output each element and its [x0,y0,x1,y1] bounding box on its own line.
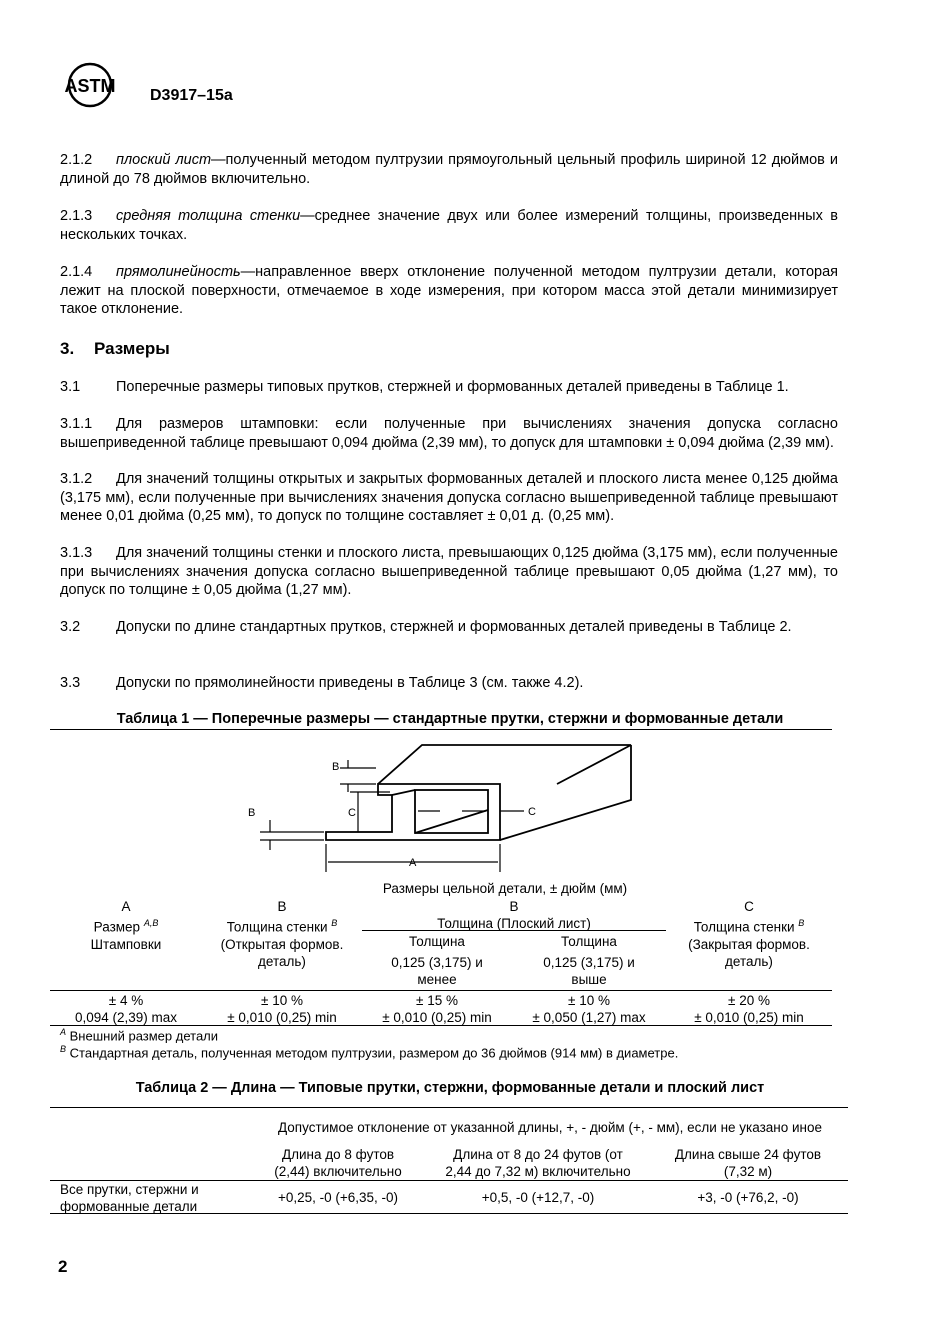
paragraph-3-1 [60,378,838,397]
sub-title: Толщина [561,934,617,949]
table2-cell: +0,5, -0 (+12,7, -0) [481,1190,595,1205]
term: прямолинейность [116,264,241,280]
paragraph-text: Допуски по прямолинейности приведены в Таблице 3 (см. также 4.2). [116,675,584,691]
table2-caption: Таблица 2 — Длина — Типовые прутки, стержни, формованные детали и плоский лист [135,1080,765,1096]
table1-top-rule [50,729,832,730]
definition: —направленное вверх отклонение полученной методом пултрузии детали, которая лежит на плоской поверхности, отмечаемое в ходе измерения, при котором масса этой детали минимизирует такое отклонение. [60,264,838,317]
top-face-outline [378,745,631,784]
label-a: A [409,857,417,869]
table2-bottom-rule [50,1213,848,1214]
col-title: Размер [93,919,141,935]
label-b-left: B [248,807,256,819]
row-label: Все прутки, стержни и [60,1182,199,1197]
paragraph-number: 3.1 [60,379,81,395]
footnote-mark: B [60,1044,67,1054]
paragraph-number: 3.3 [60,675,81,691]
footnote-ref: B [331,918,338,928]
paragraph-text: Для размеров штамповки: если полученные при вычислениях значения допуска согласно вышеприведенной таблице превышают 0,094 дюйма (2,39 мм), то допуск для штамповки ± 0,094 дюйма (2,39 мм). [60,416,838,451]
paragraph-2-1-4 [60,263,838,319]
term: средняя толщина стенки [116,208,301,224]
col-title: Длина от 8 до 24 футов (от [453,1147,623,1162]
profile-figure [240,740,660,875]
paragraph-number: 2.1.2 [60,152,93,168]
table1-col-c-header [668,898,830,970]
col-title: Длина до 8 футов [281,1147,395,1162]
footnote-ref: B [798,918,805,928]
paragraph-3-1-3 [60,544,838,600]
footnote-ref: A,B [143,918,159,928]
cell-pct: ± 15 % [416,993,458,1008]
table1-cell [668,992,830,1026]
paragraph-number: 2.1.3 [60,208,93,224]
sub-range: 0,125 (3,175) и [543,955,635,970]
cell-limit: ± 0,010 (0,25) min [382,1010,492,1025]
table2-cell: +3, -0 (+76,2, -0) [697,1190,799,1205]
paragraph-text: Допуски по длине стандартных прутков, стержней и формованных деталей приведены в Таблице 2. [116,619,792,635]
table1-footnote-a [60,1027,218,1043]
cell-pct: ± 10 % [568,993,610,1008]
table1-subheader-rule [362,930,666,931]
sub-title: Толщина [409,934,465,949]
paragraph-2-1-2 [60,151,838,188]
table2-col-header [428,1146,648,1180]
paragraph-text: Поперечные размеры типовых прутков, стержней и формованных деталей приведены в Таблице 1. [116,379,789,395]
paragraph-number: 2.1.4 [60,264,93,280]
paragraph-number: 3.1.3 [60,545,93,561]
astm-logo [58,62,122,108]
paragraph-number: 3.2 [60,619,81,635]
col-title: Толщина (Плоский лист) [437,916,591,931]
section-title: Размеры [94,339,170,358]
cell-limit: ± 0,010 (0,25) min [694,1010,804,1025]
table1-cell [362,992,512,1026]
paragraph-3-3 [60,674,838,693]
col-letter: A [121,899,131,914]
table2-row-label [60,1181,250,1215]
col-subtitle: Штамповки [90,936,162,952]
table1-bottom-rule [50,1025,832,1026]
sub-range: выше [571,972,607,987]
table1-caption: Таблица 1 — Поперечные размеры — стандартные прутки, стержни и формованные детали [116,711,784,727]
table2-col-header [655,1146,841,1180]
logo-text: ASTM [64,76,116,96]
paragraph-3-2 [60,618,838,637]
sub-range: 0,125 (3,175) и [391,955,483,970]
footnote-mark: A [60,1027,67,1037]
inner-diagonal [415,810,488,833]
table1-col-a-header [55,898,197,953]
col-letter: C [744,899,754,914]
table1-col-b1-header [200,898,364,970]
col-letter: B [277,899,287,914]
table1-cell [55,992,197,1026]
table2-top-rule [50,1107,848,1108]
col-title: Длина свыше 24 футов [674,1147,822,1162]
paragraph-text: Для значений толщины стенки и плоского листа, превышающих 0,125 дюйма (3,175 мм), если полученные при вычислениях значения допуска согласно вышеприведенной таблице превышают 0,05 дюйма (1,27 мм), то допуск по толщине ± 0,05 дюйма (1,27 мм). [60,545,838,598]
col-title: Толщина стенки [226,919,328,935]
table1-col-b2-sub2 [514,933,664,988]
dimension-c-left-lines [350,792,390,832]
table2-span-header: Допустимое отклонение от указанной длины, +, - дюйм (+, - мм), если не указано иное [277,1120,823,1135]
footnote-text: Внешний размер детали [69,1028,219,1044]
paragraph-number: 3.1.1 [60,416,93,432]
table2-cell: +0,25, -0 (+6,35, -0) [277,1190,399,1205]
table1-span-header: Размеры цельной детали, ± дюйм (мм) [382,881,628,896]
table1-cell [200,992,364,1026]
term: плоский лист [116,152,212,168]
section-heading [60,339,170,359]
col-title: Толщина стенки [693,919,795,935]
col-letter: B [509,899,519,914]
step-line [392,790,415,795]
col-title: 2,44 до 7,32 м) включительно [445,1164,631,1179]
col-subtitle: (Закрытая формов. [688,936,810,952]
col-subtitle: деталь) [725,953,773,969]
cell-pct: ± 4 % [108,993,144,1008]
right-face-outline [500,745,631,840]
label-c-right: C [528,806,536,818]
table1-header-rule [50,990,832,991]
paragraph-number: 3.1.2 [60,471,93,487]
table1-footnote-b [60,1044,678,1060]
footnote-text: Стандартная деталь, полученная методом пултрузии, размером до 36 дюймов (914 мм) в диаметре. [69,1045,679,1061]
label-b-top: B [332,761,340,773]
dimension-b-left-lines [260,820,324,850]
cell-limit: ± 0,050 (1,27) max [532,1010,646,1025]
cell-pct: ± 10 % [261,993,303,1008]
table1-col-b2-sub1 [362,933,512,988]
cell-pct: ± 20 % [728,993,770,1008]
row-label: формованные детали [60,1199,198,1214]
col-title: (7,32 м) [723,1164,773,1179]
sub-range: менее [417,972,457,987]
cell-limit: ± 0,010 (0,25) min [227,1010,337,1025]
table1-cell [514,992,664,1026]
col-subtitle: (Открытая формов. [220,936,344,952]
col-title: (2,44) включительно [274,1164,402,1179]
paragraph-2-1-3 [60,207,838,244]
definition: —среднее значение двух или более измерений толщины, произведенных в нескольких точках. [60,208,838,243]
label-c-left: C [348,807,356,819]
definition: —полученный методом пултрузии прямоугольный цельный профиль шириной 12 дюймов и длиной до 78 дюймов включительно. [60,152,838,187]
col-subtitle: деталь) [258,953,306,969]
table2-col-header [255,1146,421,1180]
page-number: 2 [58,1257,68,1276]
document-id: D3917–15a [150,87,233,104]
section-number: 3. [60,339,75,358]
paragraph-3-1-2 [60,470,838,526]
table1-col-b2-header [362,898,666,932]
paragraph-3-1-1 [60,415,838,452]
dimension-b-top-lines [340,760,376,792]
paragraph-text: Для значений толщины открытых и закрытых формованных деталей и плоского листа менее 0,125 дюйма (3,175 мм), если полученные при вычислениях значения допуска согласно вышеприведенной таблице превышают менее 0,01 дюйма (0,25 мм), то допуск по толщине составляет ± 0,01 д. (0,25 мм). [60,471,838,524]
cell-limit: 0,094 (2,39) max [74,1010,178,1025]
